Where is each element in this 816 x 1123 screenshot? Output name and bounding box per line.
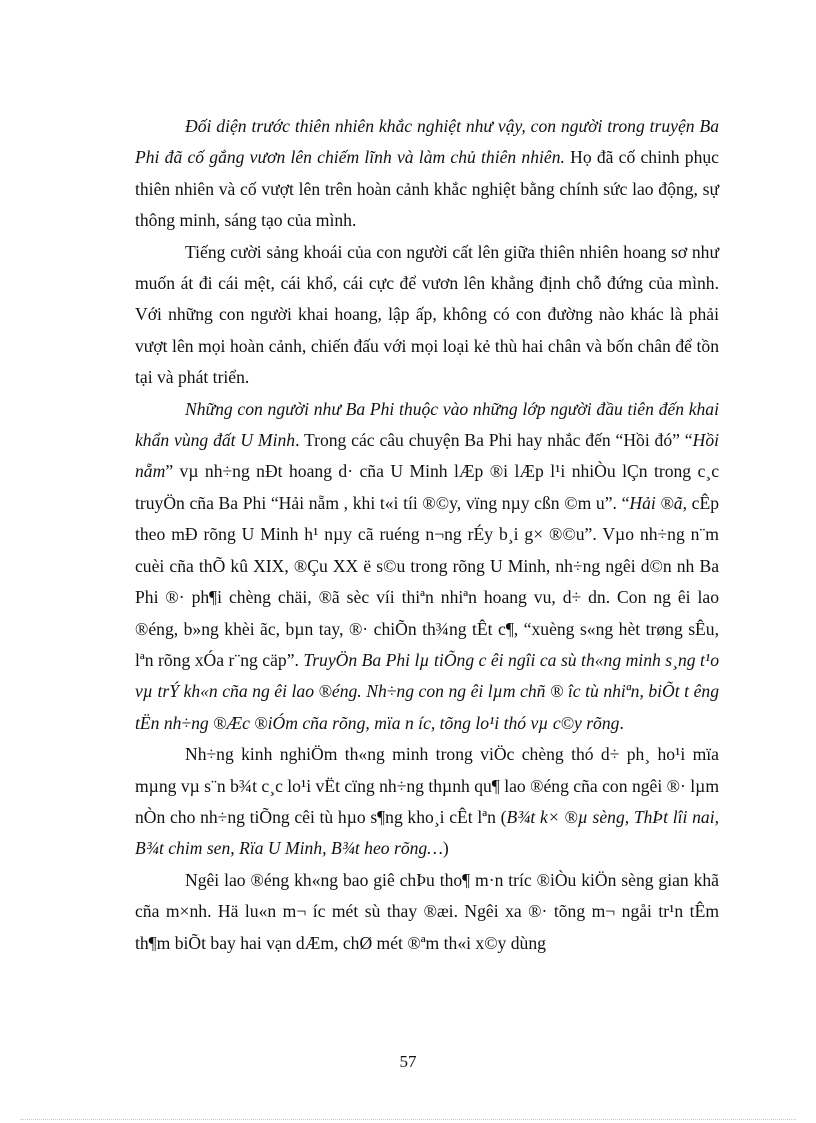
text-span: B¾t k× ®µ sèng, ThÞt lîi nai, B¾t chim sen, Rïa U Minh, B¾t heo rõng… — [135, 806, 719, 859]
text-span: Hồi nẵm — [135, 430, 719, 482]
page-number: 57 — [399, 1052, 417, 1071]
text-span: Nh÷ng kinh nghiÖm th«ng minh trong viÖc chèng thó d÷ ph¸ ho¹i mïa mµng vµ s¨n b¾t c¸c lo¹i vËt cïng nh÷ng thµnh qu¶ lao ®éng cña con ngêi ®· lµm nÒn cho nh÷ng tiÕng cêi tù hµo s¶ng kho¸i cÊt lªn ( — [135, 744, 719, 827]
paragraph-4 — [135, 739, 719, 865]
paragraph-3 — [135, 394, 719, 739]
paragraph-2 — [135, 237, 719, 394]
paragraph-1 — [135, 111, 719, 237]
text-span: Những con người như Ba Phi thuộc vào những lớp người đầu tiên đến khai khẩn vùng đất U Minh — [135, 398, 719, 451]
text-span: Ngêi lao ®éng kh«ng bao giê chÞu tho¶ m·n tríc ®iÒu kiÖn sèng gian khã cña m×nh. Hä lu«n m¬ íc mét sù thay ®æi. Ngêi xa ®· tõng m¬ ngåi tr¹n tÊm th¶m biÕt bay hai vạn dÆm, chØ mét ®ªm th«i x©y dùng — [135, 869, 719, 953]
text-span: Tiếng cười sảng khoái của con người cất lên giữa thiên nhiên hoang sơ như muốn át đi cái mệt, cái khổ, cái cực để vươn lên khẳng định chỗ đứng của mình. Với những con người khai hoang, lập ấp, không có con đường nào khác là phải vượt lên mọi hoàn cảnh, chiến đấu với mọi loại kẻ thù hai chân và bốn chân để tồn tại và phát triển. — [135, 241, 719, 388]
text-span: . Trong các câu chuyện Ba Phi hay nhắc đến “Hồi đó” “ — [295, 430, 693, 451]
text-span: TruyÖn Ba Phi lµ tiÕng c êi ngîi ca sù th«ng minh s¸ng t¹o vµ trÝ kh«n cña ng êi lao ®éng. Nh÷ng con ng êi lµm chñ ® îc tù nhiªn, biÕt t êng tËn nh÷ng ®Æc ®iÓm cña rõng, mïa n íc, tõng lo¹i thó vµ c©y rõng — [135, 649, 719, 733]
text-span: Họ đã cố chinh phục thiên nhiên và cố vượt lên trên hoàn cảnh khắc nghiệt bằng chính sức lao động, sự thông minh, sáng tạo của mình. — [135, 147, 719, 231]
page-bottom-border — [20, 1119, 796, 1120]
text-span: ” vµ nh÷ng nÐt hoang d· cña U Minh lÆp ®i lÆp l¹i nhiÒu lÇn trong c¸c truyÖn cña Ba Phi “Hải nẵm , khi t«i tíi ®©y, vïng nµy cßn ©m u”. “ — [135, 461, 719, 513]
paragraph-5 — [135, 865, 719, 959]
text-span: . — [619, 712, 624, 733]
text-span: ) — [442, 838, 449, 859]
body-text — [135, 111, 719, 959]
text-span: , cÊp theo mÐ rõng U Minh h¹ nµy cã ruéng n¬ng rÉy b¸i g× ®©u”. Vµo nh÷ng n¨m cuèi cña thÕ kû XIX, ®Çu XX ë s©u trong rõng U Minh, nh÷ng ngêi d©n nh Ba Phi ®· ph¶i chèng chäi, ®ã sèc víi thiªn nhiªn hoang vu, d÷ dn. Con ng êi lao ®éng, b»ng khèi ãc, bµn tay, ®· chiÕn th¾ng tÊt c¶, “xuèng s«ng hèt trøng sÊu, lªn rõng xÓa r¨ng cäp”. — [135, 492, 719, 670]
text-span: Hải ®ã — [629, 492, 683, 513]
text-span: Đối diện trước thiên nhiên khắc nghiệt như vậy, con người trong truyện Ba Phi đã cố gắng vươn lên chiếm lĩnh và làm chủ thiên nhiên. — [135, 116, 719, 168]
